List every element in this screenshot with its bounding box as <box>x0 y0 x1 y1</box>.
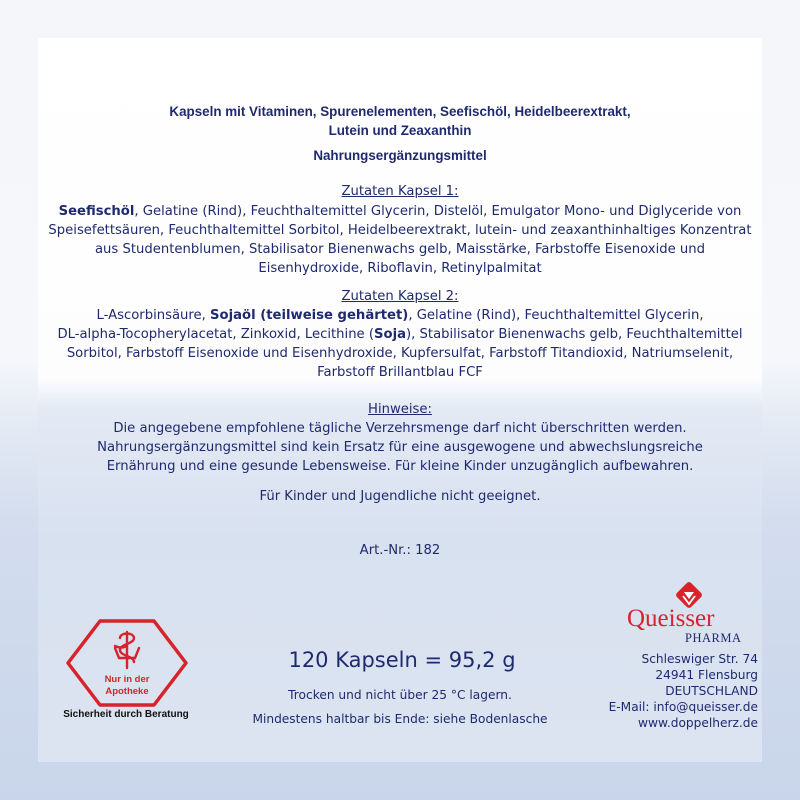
capsule-1-heading: Zutaten Kapsel 1: <box>341 184 459 199</box>
notes-line-3: Ernährung und eine gesunde Lebensweise. Für kleine Kinder unzugänglich aufbewahren. <box>106 459 694 474</box>
capsule-1-line-4: Eisenhydroxide, Riboflavin, Retinylpalmitat <box>258 261 542 276</box>
product-title-line-2: Lutein und Zeaxanthin <box>328 123 472 138</box>
badge-line-2: Apotheke <box>105 686 149 697</box>
address-street: Schleswiger Str. 74 <box>641 652 758 666</box>
address-email: E-Mail: info@queisser.de <box>608 700 758 714</box>
aesculapius-icon <box>115 632 139 668</box>
address-city: 24941 Flensburg <box>655 668 758 682</box>
apotheke-badge <box>62 618 192 708</box>
product-category: Nahrungsergänzungsmittel <box>313 148 487 163</box>
capsule-2-line-4: Farbstoff Brillantblau FCF <box>317 365 483 380</box>
product-title-line-1: Kapseln mit Vitaminen, Spurenelementen, Seefischöl, Heidelbeerextrakt, <box>169 104 631 119</box>
company-address <box>598 651 758 731</box>
article-number: Art.-Nr.: 182 <box>359 543 441 558</box>
capsule-2-line-3: Sorbitol, Farbstoff Eisenoxide und Eisenhydroxide, Kupfersulfat, Farbstoff Titandioxid, Natriumselenit, <box>66 346 734 361</box>
notes-heading: Hinweise: <box>368 402 432 417</box>
company-sub: PHARMA <box>685 631 742 645</box>
badge-line-1: Nur in der <box>104 674 150 685</box>
company-name: Queisser <box>627 605 715 632</box>
capsule-1-line-1: Seefischöl, Gelatine (Rind), Feuchthaltemittel Glycerin, Distelöl, Emulgator Mono- und Diglyceride von <box>58 204 742 219</box>
address-country: DEUTSCHLAND <box>665 684 758 698</box>
capsule-2-heading: Zutaten Kapsel 2: <box>341 289 459 304</box>
notes-line-2: Nahrungsergänzungsmittel sind kein Ersatz für eine ausgewogene und abwechslungsreiche <box>97 440 703 455</box>
capsule-2-line-2: DL-alpha-Tocopherylacetat, Zinkoxid, Lecithine (Soja), Stabilisator Bienenwachs gelb, Feuchthaltemittel <box>57 327 743 342</box>
best-before-note: Mindestens haltbar bis Ende: siehe Bodenlasche <box>252 712 548 726</box>
capsule-1-line-3: aus Studentenblumen, Stabilisator Bienenwachs gelb, Maisstärke, Farbstoffe Eisenoxide und <box>94 242 706 257</box>
children-warning: Für Kinder und Jugendliche nicht geeignet. <box>259 489 541 504</box>
package-quantity: 120 Kapseln = 95,2 g <box>288 648 516 672</box>
storage-instruction: Trocken und nicht über 25 °C lagern. <box>288 688 512 702</box>
notes-line-1: Die angegebene empfohlene tägliche Verzehrsmenge darf nicht überschritten werden. <box>113 421 687 436</box>
capsule-2-line-1: L-Ascorbinsäure, Sojaöl (teilweise gehärtet), Gelatine (Rind), Feuchthaltemittel Glycerin, <box>96 308 704 323</box>
address-website: www.doppelherz.de <box>638 716 758 730</box>
capsule-1-line-2: Speisefettsäuren, Feuchthaltemittel Sorbitol, Heidelbeerextrakt, lutein- und zeaxanthinhaltiges Konzentrat <box>48 223 752 238</box>
badge-caption: Sicherheit durch Beratung <box>63 709 189 720</box>
